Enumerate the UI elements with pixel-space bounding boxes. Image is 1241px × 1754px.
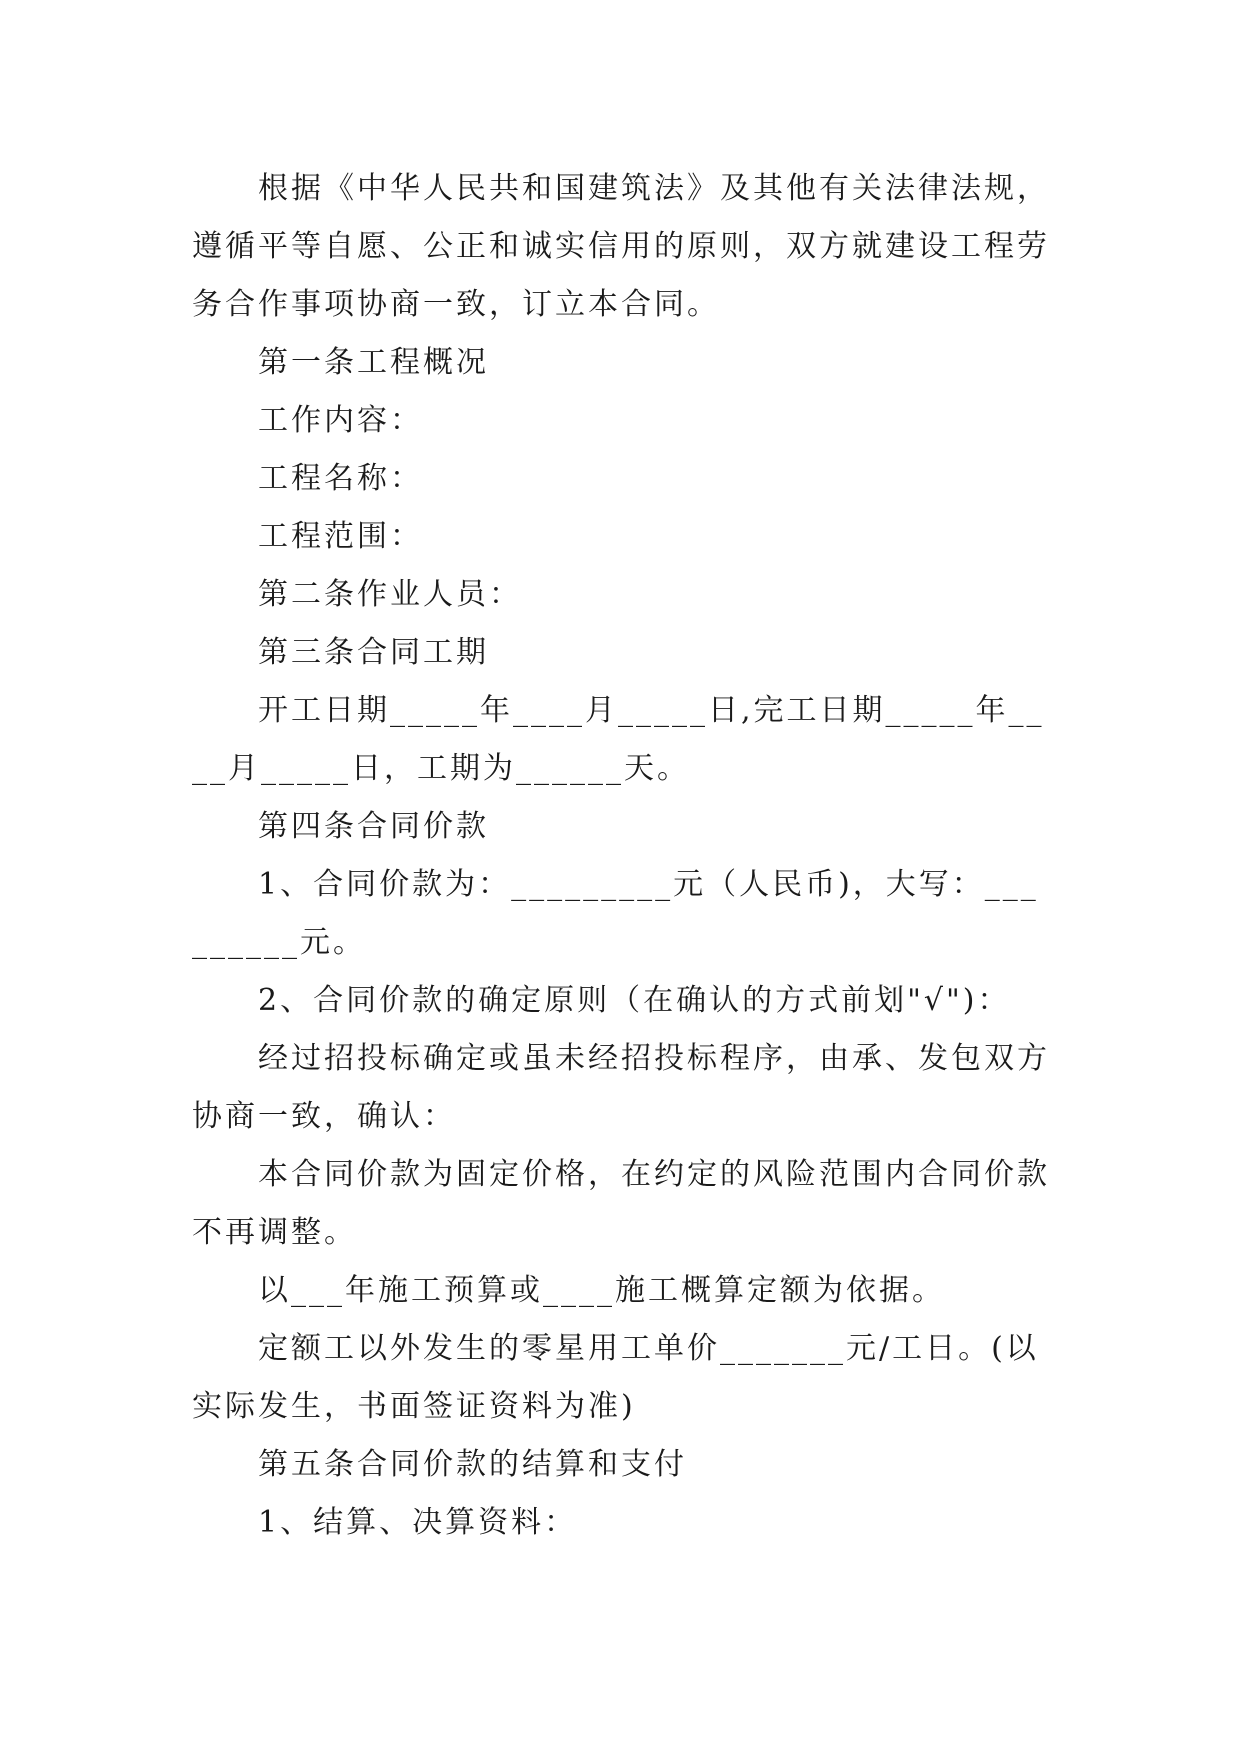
article-4-heading: 第四条合同价款 xyxy=(258,809,489,844)
tender-paragraph: 经过招投标确定或虽未经招投标程序，由承、发包双方协商一致，确认： xyxy=(192,1041,1050,1134)
project-name-field: 工程名称： xyxy=(258,461,423,496)
article-5-heading: 第五条合同价款的结算和支付 xyxy=(258,1447,687,1482)
intro-paragraph: 根据《中华人民共和国建筑法》及其他有关法律法规，遵循平等自愿、公正和诚实信用的原则，双方就建设工程劳务合作事项协商一致，订立本合同。 xyxy=(192,171,1050,322)
contract-price-paragraph: 1、合同价款为：_________元（人民币)，大写：_________元。 xyxy=(192,867,1039,960)
article-1-heading: 第一条工程概况 xyxy=(258,345,489,380)
project-scope-field: 工程范围： xyxy=(258,519,423,554)
daily-rate-paragraph: 定额工以外发生的零星用工单价_______元/工日。(以实际发生，书面签证资料为准) xyxy=(192,1331,1039,1424)
work-content-field: 工作内容： xyxy=(258,403,423,438)
budget-basis-paragraph: 以___年施工预算或____施工概算定额为依据。 xyxy=(258,1273,945,1308)
article-2-heading: 第二条作业人员： xyxy=(258,577,522,612)
settlement-materials-paragraph: 1、结算、决算资料： xyxy=(258,1505,578,1540)
schedule-dates-paragraph: 开工日期_____年____月_____日,完工日期_____年____月_____日，工期为______天。 xyxy=(192,693,1045,786)
document-page xyxy=(192,160,1052,1552)
fixed-price-paragraph: 本合同价款为固定价格，在约定的风险范围内合同价款不再调整。 xyxy=(192,1157,1050,1250)
article-3-heading: 第三条合同工期 xyxy=(258,635,489,670)
price-principle-paragraph: 2、合同价款的确定原则（在确认的方式前划"√")： xyxy=(258,983,1011,1018)
